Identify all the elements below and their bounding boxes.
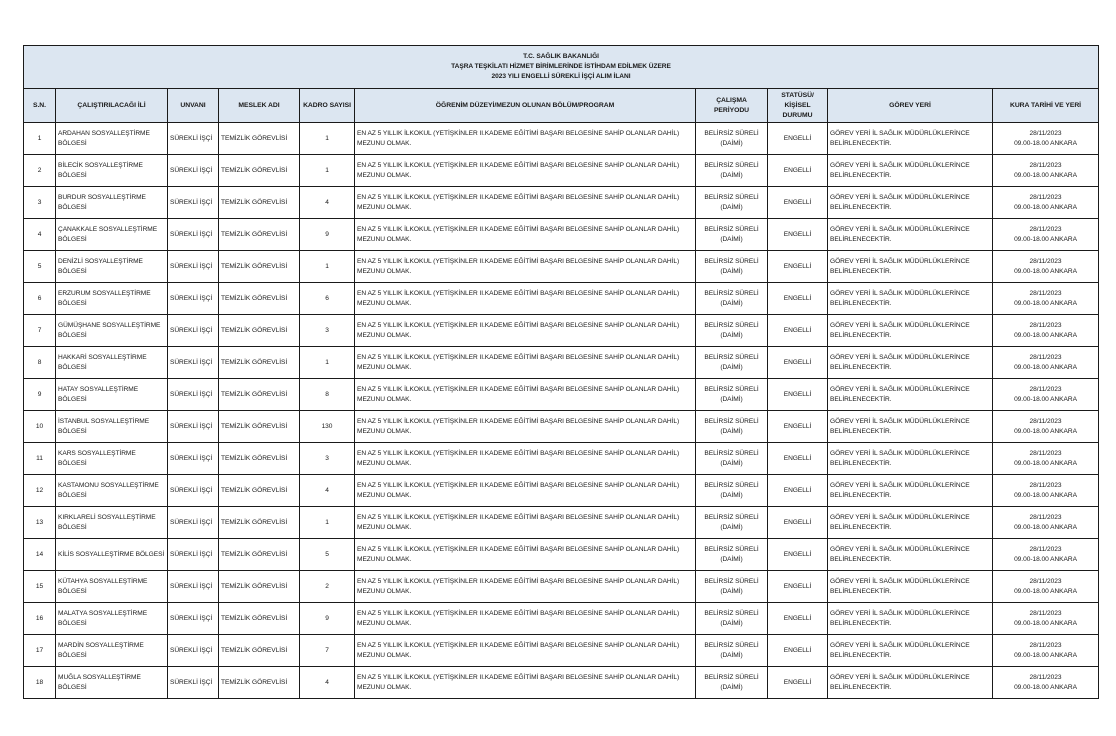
cell-lottery [993,379,1099,411]
lottery-time-place: 09.00-18.00 ANKARA [1014,651,1077,659]
cell-sn: 10 [24,411,56,443]
cell-duty-location: GÖREV YERİ İL SAĞLIK MÜDÜRLÜKLERİNCE BELİRLENECEKTİR. [828,635,993,667]
cell-sn: 17 [24,635,56,667]
lottery-time-place: 09.00-18.00 ANKARA [1014,459,1077,467]
table-row [24,315,1099,347]
cell-quota: 7 [300,635,355,667]
cell-status: ENGELLİ [768,187,828,219]
lottery-date: 28/11/2023 [1029,161,1062,169]
cell-education: EN AZ 5 YILLIK İLKOKUL (YETİŞKİNLER II.KADEME EĞİTİMİ BAŞARI BELGESİNE SAHİP OLANLAR DAHİL) MEZUNU OLMAK. [355,251,696,283]
table-row [24,539,1099,571]
cell-occupation: TEMİZLİK GÖREVLİSİ [219,539,300,571]
cell-lottery [993,443,1099,475]
cell-education: EN AZ 5 YILLIK İLKOKUL (YETİŞKİNLER II.KADEME EĞİTİMİ BAŞARI BELGESİNE SAHİP OLANLAR DAHİL) MEZUNU OLMAK. [355,283,696,315]
cell-status: ENGELLİ [768,315,828,347]
lottery-date: 28/11/2023 [1029,577,1062,585]
cell-duty-location: GÖREV YERİ İL SAĞLIK MÜDÜRLÜKLERİNCE BELİRLENECEKTİR. [828,379,993,411]
cell-occupation: TEMİZLİK GÖREVLİSİ [219,667,300,699]
cell-sn: 7 [24,315,56,347]
col-header-quota: KADRO SAYISI [300,89,355,123]
cell-province: HAKKARİ SOSYALLEŞTİRME BÖLGESİ [56,347,168,379]
cell-title: SÜREKLİ İŞÇİ [168,667,219,699]
table-row [24,347,1099,379]
lottery-date: 28/11/2023 [1029,289,1062,297]
cell-title: SÜREKLİ İŞÇİ [168,379,219,411]
cell-title: SÜREKLİ İŞÇİ [168,155,219,187]
cell-work-period: BELİRSİZ SÜRELİ (DAİMİ) [696,219,768,251]
cell-sn: 15 [24,571,56,603]
cell-quota: 3 [300,315,355,347]
cell-quota: 1 [300,347,355,379]
cell-work-period: BELİRSİZ SÜRELİ (DAİMİ) [696,635,768,667]
lottery-date: 28/11/2023 [1029,129,1062,137]
cell-title: SÜREKLİ İŞÇİ [168,123,219,155]
cell-education: EN AZ 5 YILLIK İLKOKUL (YETİŞKİNLER II.KADEME EĞİTİMİ BAŞARI BELGESİNE SAHİP OLANLAR DAHİL) MEZUNU OLMAK. [355,667,696,699]
lottery-time-place: 09.00-18.00 ANKARA [1014,683,1077,691]
cell-sn: 2 [24,155,56,187]
cell-province: MUĞLA SOSYALLEŞTİRME BÖLGESİ [56,667,168,699]
col-header-sn: S.N. [24,89,56,123]
cell-title: SÜREKLİ İŞÇİ [168,347,219,379]
cell-lottery [993,219,1099,251]
cell-education: EN AZ 5 YILLIK İLKOKUL (YETİŞKİNLER II.KADEME EĞİTİMİ BAŞARI BELGESİNE SAHİP OLANLAR DAHİL) MEZUNU OLMAK. [355,187,696,219]
table-row [24,411,1099,443]
cell-work-period: BELİRSİZ SÜRELİ (DAİMİ) [696,187,768,219]
lottery-time-place: 09.00-18.00 ANKARA [1014,235,1077,243]
cell-occupation: TEMİZLİK GÖREVLİSİ [219,571,300,603]
lottery-date: 28/11/2023 [1029,385,1062,393]
cell-status: ENGELLİ [768,379,828,411]
table-body [24,123,1099,699]
cell-education: EN AZ 5 YILLIK İLKOKUL (YETİŞKİNLER II.KADEME EĞİTİMİ BAŞARI BELGESİNE SAHİP OLANLAR DAHİL) MEZUNU OLMAK. [355,219,696,251]
cell-status: ENGELLİ [768,347,828,379]
cell-quota: 9 [300,219,355,251]
cell-education: EN AZ 5 YILLIK İLKOKUL (YETİŞKİNLER II.KADEME EĞİTİMİ BAŞARI BELGESİNE SAHİP OLANLAR DAHİL) MEZUNU OLMAK. [355,379,696,411]
cell-lottery [993,187,1099,219]
cell-education: EN AZ 5 YILLIK İLKOKUL (YETİŞKİNLER II.KADEME EĞİTİMİ BAŞARI BELGESİNE SAHİP OLANLAR DAHİL) MEZUNU OLMAK. [355,475,696,507]
lottery-date: 28/11/2023 [1029,449,1062,457]
cell-province: ERZURUM SOSYALLEŞTİRME BÖLGESİ [56,283,168,315]
cell-sn: 12 [24,475,56,507]
cell-lottery [993,507,1099,539]
cell-quota: 9 [300,603,355,635]
cell-work-period: BELİRSİZ SÜRELİ (DAİMİ) [696,123,768,155]
cell-duty-location: GÖREV YERİ İL SAĞLIK MÜDÜRLÜKLERİNCE BELİRLENECEKTİR. [828,539,993,571]
cell-occupation: TEMİZLİK GÖREVLİSİ [219,123,300,155]
table-row [24,283,1099,315]
lottery-time-place: 09.00-18.00 ANKARA [1014,267,1077,275]
cell-education: EN AZ 5 YILLIK İLKOKUL (YETİŞKİNLER II.KADEME EĞİTİMİ BAŞARI BELGESİNE SAHİP OLANLAR DAHİL) MEZUNU OLMAK. [355,635,696,667]
cell-occupation: TEMİZLİK GÖREVLİSİ [219,283,300,315]
cell-title: SÜREKLİ İŞÇİ [168,251,219,283]
cell-status: ENGELLİ [768,443,828,475]
cell-duty-location: GÖREV YERİ İL SAĞLIK MÜDÜRLÜKLERİNCE BELİRLENECEKTİR. [828,251,993,283]
title-line-organization: TAŞRA TEŞKİLATI HİZMET BİRİMLERİNDE İSTİHDAM EDİLMEK ÜZERE [451,63,671,70]
table-row [24,219,1099,251]
cell-quota: 2 [300,571,355,603]
cell-province: İSTANBUL SOSYALLEŞTİRME BÖLGESİ [56,411,168,443]
cell-work-period: BELİRSİZ SÜRELİ (DAİMİ) [696,379,768,411]
cell-occupation: TEMİZLİK GÖREVLİSİ [219,635,300,667]
cell-status: ENGELLİ [768,411,828,443]
cell-province: BİLECİK SOSYALLEŞTİRME BÖLGESİ [56,155,168,187]
cell-work-period: BELİRSİZ SÜRELİ (DAİMİ) [696,603,768,635]
cell-occupation: TEMİZLİK GÖREVLİSİ [219,347,300,379]
lottery-time-place: 09.00-18.00 ANKARA [1014,491,1077,499]
col-header-status: STATÜSÜ/ KİŞİSEL DURUMU [768,89,828,123]
title-row [24,46,1099,89]
cell-quota: 1 [300,251,355,283]
lottery-date: 28/11/2023 [1029,641,1062,649]
cell-status: ENGELLİ [768,155,828,187]
cell-work-period: BELİRSİZ SÜRELİ (DAİMİ) [696,347,768,379]
lottery-date: 28/11/2023 [1029,321,1062,329]
cell-sn: 14 [24,539,56,571]
cell-title: SÜREKLİ İŞÇİ [168,219,219,251]
cell-occupation: TEMİZLİK GÖREVLİSİ [219,219,300,251]
cell-work-period: BELİRSİZ SÜRELİ (DAİMİ) [696,443,768,475]
cell-sn: 13 [24,507,56,539]
cell-province: DENİZLİ SOSYALLEŞTİRME BÖLGESİ [56,251,168,283]
cell-lottery [993,347,1099,379]
col-header-duty-location: GÖREV YERİ [828,89,993,123]
cell-sn: 6 [24,283,56,315]
table-row [24,379,1099,411]
cell-duty-location: GÖREV YERİ İL SAĞLIK MÜDÜRLÜKLERİNCE BELİRLENECEKTİR. [828,315,993,347]
cell-work-period: BELİRSİZ SÜRELİ (DAİMİ) [696,251,768,283]
cell-education: EN AZ 5 YILLIK İLKOKUL (YETİŞKİNLER II.KADEME EĞİTİMİ BAŞARI BELGESİNE SAHİP OLANLAR DAHİL) MEZUNU OLMAK. [355,539,696,571]
cell-province: ÇANAKKALE SOSYALLEŞTİRME BÖLGESİ [56,219,168,251]
cell-duty-location: GÖREV YERİ İL SAĞLIK MÜDÜRLÜKLERİNCE BELİRLENECEKTİR. [828,411,993,443]
table-row [24,187,1099,219]
lottery-time-place: 09.00-18.00 ANKARA [1014,523,1077,531]
cell-work-period: BELİRSİZ SÜRELİ (DAİMİ) [696,507,768,539]
col-header-title: UNVANI [168,89,219,123]
document-title [24,46,1099,89]
lottery-date: 28/11/2023 [1029,545,1062,553]
cell-duty-location: GÖREV YERİ İL SAĞLIK MÜDÜRLÜKLERİNCE BELİRLENECEKTİR. [828,283,993,315]
cell-duty-location: GÖREV YERİ İL SAĞLIK MÜDÜRLÜKLERİNCE BELİRLENECEKTİR. [828,475,993,507]
table-row [24,155,1099,187]
cell-status: ENGELLİ [768,539,828,571]
cell-education: EN AZ 5 YILLIK İLKOKUL (YETİŞKİNLER II.KADEME EĞİTİMİ BAŞARI BELGESİNE SAHİP OLANLAR DAHİL) MEZUNU OLMAK. [355,123,696,155]
cell-sn: 18 [24,667,56,699]
cell-title: SÜREKLİ İŞÇİ [168,507,219,539]
cell-lottery [993,603,1099,635]
lottery-time-place: 09.00-18.00 ANKARA [1014,555,1077,563]
cell-sn: 1 [24,123,56,155]
cell-status: ENGELLİ [768,475,828,507]
table-row [24,603,1099,635]
cell-work-period: BELİRSİZ SÜRELİ (DAİMİ) [696,411,768,443]
cell-lottery [993,251,1099,283]
cell-occupation: TEMİZLİK GÖREVLİSİ [219,443,300,475]
cell-education: EN AZ 5 YILLIK İLKOKUL (YETİŞKİNLER II.KADEME EĞİTİMİ BAŞARI BELGESİNE SAHİP OLANLAR DAHİL) MEZUNU OLMAK. [355,571,696,603]
cell-education: EN AZ 5 YILLIK İLKOKUL (YETİŞKİNLER II.KADEME EĞİTİMİ BAŞARI BELGESİNE SAHİP OLANLAR DAHİL) MEZUNU OLMAK. [355,411,696,443]
cell-province: MALATYA SOSYALLEŞTİRME BÖLGESİ [56,603,168,635]
cell-title: SÜREKLİ İŞÇİ [168,187,219,219]
cell-work-period: BELİRSİZ SÜRELİ (DAİMİ) [696,571,768,603]
cell-quota: 6 [300,283,355,315]
cell-duty-location: GÖREV YERİ İL SAĞLIK MÜDÜRLÜKLERİNCE BELİRLENECEKTİR. [828,507,993,539]
cell-province: KARS SOSYALLEŞTİRME BÖLGESİ [56,443,168,475]
lottery-date: 28/11/2023 [1029,225,1062,233]
cell-quota: 130 [300,411,355,443]
cell-occupation: TEMİZLİK GÖREVLİSİ [219,475,300,507]
cell-education: EN AZ 5 YILLIK İLKOKUL (YETİŞKİNLER II.KADEME EĞİTİMİ BAŞARI BELGESİNE SAHİP OLANLAR DAHİL) MEZUNU OLMAK. [355,603,696,635]
lottery-time-place: 09.00-18.00 ANKARA [1014,587,1077,595]
cell-education: EN AZ 5 YILLIK İLKOKUL (YETİŞKİNLER II.KADEME EĞİTİMİ BAŞARI BELGESİNE SAHİP OLANLAR DAHİL) MEZUNU OLMAK. [355,347,696,379]
cell-status: ENGELLİ [768,571,828,603]
table-row [24,475,1099,507]
lottery-time-place: 09.00-18.00 ANKARA [1014,395,1077,403]
cell-sn: 16 [24,603,56,635]
cell-duty-location: GÖREV YERİ İL SAĞLIK MÜDÜRLÜKLERİNCE BELİRLENECEKTİR. [828,347,993,379]
cell-occupation: TEMİZLİK GÖREVLİSİ [219,251,300,283]
cell-title: SÜREKLİ İŞÇİ [168,475,219,507]
lottery-date: 28/11/2023 [1029,353,1062,361]
cell-status: ENGELLİ [768,603,828,635]
lottery-time-place: 09.00-18.00 ANKARA [1014,427,1077,435]
lottery-date: 28/11/2023 [1029,513,1062,521]
cell-province: BURDUR SOSYALLEŞTİRME BÖLGESİ [56,187,168,219]
cell-province: KİLİS SOSYALLEŞTİRME BÖLGESİ [56,539,168,571]
title-line-ministry: T.C. SAĞLIK BAKANLIĞI [523,53,599,60]
cell-title: SÜREKLİ İŞÇİ [168,635,219,667]
cell-lottery [993,475,1099,507]
cell-work-period: BELİRSİZ SÜRELİ (DAİMİ) [696,283,768,315]
table-row [24,443,1099,475]
cell-lottery [993,283,1099,315]
cell-duty-location: GÖREV YERİ İL SAĞLIK MÜDÜRLÜKLERİNCE BELİRLENECEKTİR. [828,187,993,219]
cell-province: KIRKLARELİ SOSYALLEŞTİRME BÖLGESİ [56,507,168,539]
cell-sn: 5 [24,251,56,283]
cell-sn: 9 [24,379,56,411]
table-row [24,507,1099,539]
col-header-occupation: MESLEK ADI [219,89,300,123]
cell-occupation: TEMİZLİK GÖREVLİSİ [219,379,300,411]
cell-quota: 5 [300,539,355,571]
col-header-province: ÇALIŞTIRILACAĞI İLİ [56,89,168,123]
cell-province: HATAY SOSYALLEŞTİRME BÖLGESİ [56,379,168,411]
col-header-education: ÖĞRENİM DÜZEYİ/MEZUN OLUNAN BÖLÜM/PROGRAM [355,89,696,123]
cell-quota: 4 [300,187,355,219]
cell-sn: 8 [24,347,56,379]
lottery-time-place: 09.00-18.00 ANKARA [1014,203,1077,211]
cell-province: ARDAHAN SOSYALLEŞTİRME BÖLGESİ [56,123,168,155]
job-announcement-table [23,45,1099,699]
cell-lottery [993,571,1099,603]
cell-title: SÜREKLİ İŞÇİ [168,315,219,347]
lottery-time-place: 09.00-18.00 ANKARA [1014,171,1077,179]
cell-occupation: TEMİZLİK GÖREVLİSİ [219,187,300,219]
lottery-time-place: 09.00-18.00 ANKARA [1014,619,1077,627]
cell-title: SÜREKLİ İŞÇİ [168,603,219,635]
cell-lottery [993,123,1099,155]
cell-title: SÜREKLİ İŞÇİ [168,571,219,603]
table-row [24,571,1099,603]
cell-title: SÜREKLİ İŞÇİ [168,283,219,315]
table-row [24,251,1099,283]
cell-lottery [993,315,1099,347]
cell-province: MARDİN SOSYALLEŞTİRME BÖLGESİ [56,635,168,667]
cell-occupation: TEMİZLİK GÖREVLİSİ [219,155,300,187]
cell-occupation: TEMİZLİK GÖREVLİSİ [219,411,300,443]
cell-duty-location: GÖREV YERİ İL SAĞLIK MÜDÜRLÜKLERİNCE BELİRLENECEKTİR. [828,603,993,635]
lottery-date: 28/11/2023 [1029,673,1062,681]
lottery-date: 28/11/2023 [1029,257,1062,265]
cell-work-period: BELİRSİZ SÜRELİ (DAİMİ) [696,667,768,699]
cell-lottery [993,539,1099,571]
lottery-date: 28/11/2023 [1029,481,1062,489]
cell-sn: 4 [24,219,56,251]
cell-title: SÜREKLİ İŞÇİ [168,539,219,571]
lottery-date: 28/11/2023 [1029,609,1062,617]
cell-occupation: TEMİZLİK GÖREVLİSİ [219,603,300,635]
cell-status: ENGELLİ [768,123,828,155]
cell-quota: 1 [300,155,355,187]
cell-province: KASTAMONU SOSYALLEŞTİRME BÖLGESİ [56,475,168,507]
cell-lottery [993,635,1099,667]
cell-status: ENGELLİ [768,251,828,283]
cell-duty-location: GÖREV YERİ İL SAĞLIK MÜDÜRLÜKLERİNCE BELİRLENECEKTİR. [828,443,993,475]
cell-occupation: TEMİZLİK GÖREVLİSİ [219,507,300,539]
cell-lottery [993,411,1099,443]
cell-duty-location: GÖREV YERİ İL SAĞLIK MÜDÜRLÜKLERİNCE BELİRLENECEKTİR. [828,155,993,187]
cell-province: GÜMÜŞHANE SOSYALLEŞTİRME BÖLGESİ [56,315,168,347]
cell-quota: 4 [300,667,355,699]
cell-title: SÜREKLİ İŞÇİ [168,411,219,443]
cell-duty-location: GÖREV YERİ İL SAĞLIK MÜDÜRLÜKLERİNCE BELİRLENECEKTİR. [828,667,993,699]
table-row [24,635,1099,667]
cell-quota: 1 [300,507,355,539]
cell-quota: 1 [300,123,355,155]
title-line-announcement: 2023 YILI ENGELLİ SÜREKLİ İŞÇİ ALIM İLANI [491,73,631,80]
cell-education: EN AZ 5 YILLIK İLKOKUL (YETİŞKİNLER II.KADEME EĞİTİMİ BAŞARI BELGESİNE SAHİP OLANLAR DAHİL) MEZUNU OLMAK. [355,443,696,475]
lottery-date: 28/11/2023 [1029,193,1062,201]
lottery-time-place: 09.00-18.00 ANKARA [1014,331,1077,339]
cell-status: ENGELLİ [768,635,828,667]
column-header-row [24,89,1099,123]
cell-lottery [993,667,1099,699]
cell-education: EN AZ 5 YILLIK İLKOKUL (YETİŞKİNLER II.KADEME EĞİTİMİ BAŞARI BELGESİNE SAHİP OLANLAR DAHİL) MEZUNU OLMAK. [355,315,696,347]
cell-work-period: BELİRSİZ SÜRELİ (DAİMİ) [696,315,768,347]
cell-work-period: BELİRSİZ SÜRELİ (DAİMİ) [696,155,768,187]
cell-quota: 8 [300,379,355,411]
lottery-time-place: 09.00-18.00 ANKARA [1014,139,1077,147]
cell-status: ENGELLİ [768,667,828,699]
cell-duty-location: GÖREV YERİ İL SAĞLIK MÜDÜRLÜKLERİNCE BELİRLENECEKTİR. [828,571,993,603]
lottery-date: 28/11/2023 [1029,417,1062,425]
cell-occupation: TEMİZLİK GÖREVLİSİ [219,315,300,347]
table-row [24,667,1099,699]
cell-duty-location: GÖREV YERİ İL SAĞLIK MÜDÜRLÜKLERİNCE BELİRLENECEKTİR. [828,219,993,251]
cell-province: KÜTAHYA SOSYALLEŞTİRME BÖLGESİ [56,571,168,603]
cell-work-period: BELİRSİZ SÜRELİ (DAİMİ) [696,539,768,571]
col-header-work-period: ÇALIŞMA PERİYODU [696,89,768,123]
cell-education: EN AZ 5 YILLIK İLKOKUL (YETİŞKİNLER II.KADEME EĞİTİMİ BAŞARI BELGESİNE SAHİP OLANLAR DAHİL) MEZUNU OLMAK. [355,507,696,539]
cell-work-period: BELİRSİZ SÜRELİ (DAİMİ) [696,475,768,507]
cell-quota: 4 [300,475,355,507]
cell-duty-location: GÖREV YERİ İL SAĞLIK MÜDÜRLÜKLERİNCE BELİRLENECEKTİR. [828,123,993,155]
cell-status: ENGELLİ [768,219,828,251]
col-header-lottery: KURA TARİHİ VE YERİ [993,89,1099,123]
cell-title: SÜREKLİ İŞÇİ [168,443,219,475]
cell-education: EN AZ 5 YILLIK İLKOKUL (YETİŞKİNLER II.KADEME EĞİTİMİ BAŞARI BELGESİNE SAHİP OLANLAR DAHİL) MEZUNU OLMAK. [355,155,696,187]
cell-sn: 11 [24,443,56,475]
cell-lottery [993,155,1099,187]
table-row [24,123,1099,155]
cell-quota: 3 [300,443,355,475]
cell-status: ENGELLİ [768,507,828,539]
lottery-time-place: 09.00-18.00 ANKARA [1014,299,1077,307]
lottery-time-place: 09.00-18.00 ANKARA [1014,363,1077,371]
cell-sn: 3 [24,187,56,219]
cell-status: ENGELLİ [768,283,828,315]
